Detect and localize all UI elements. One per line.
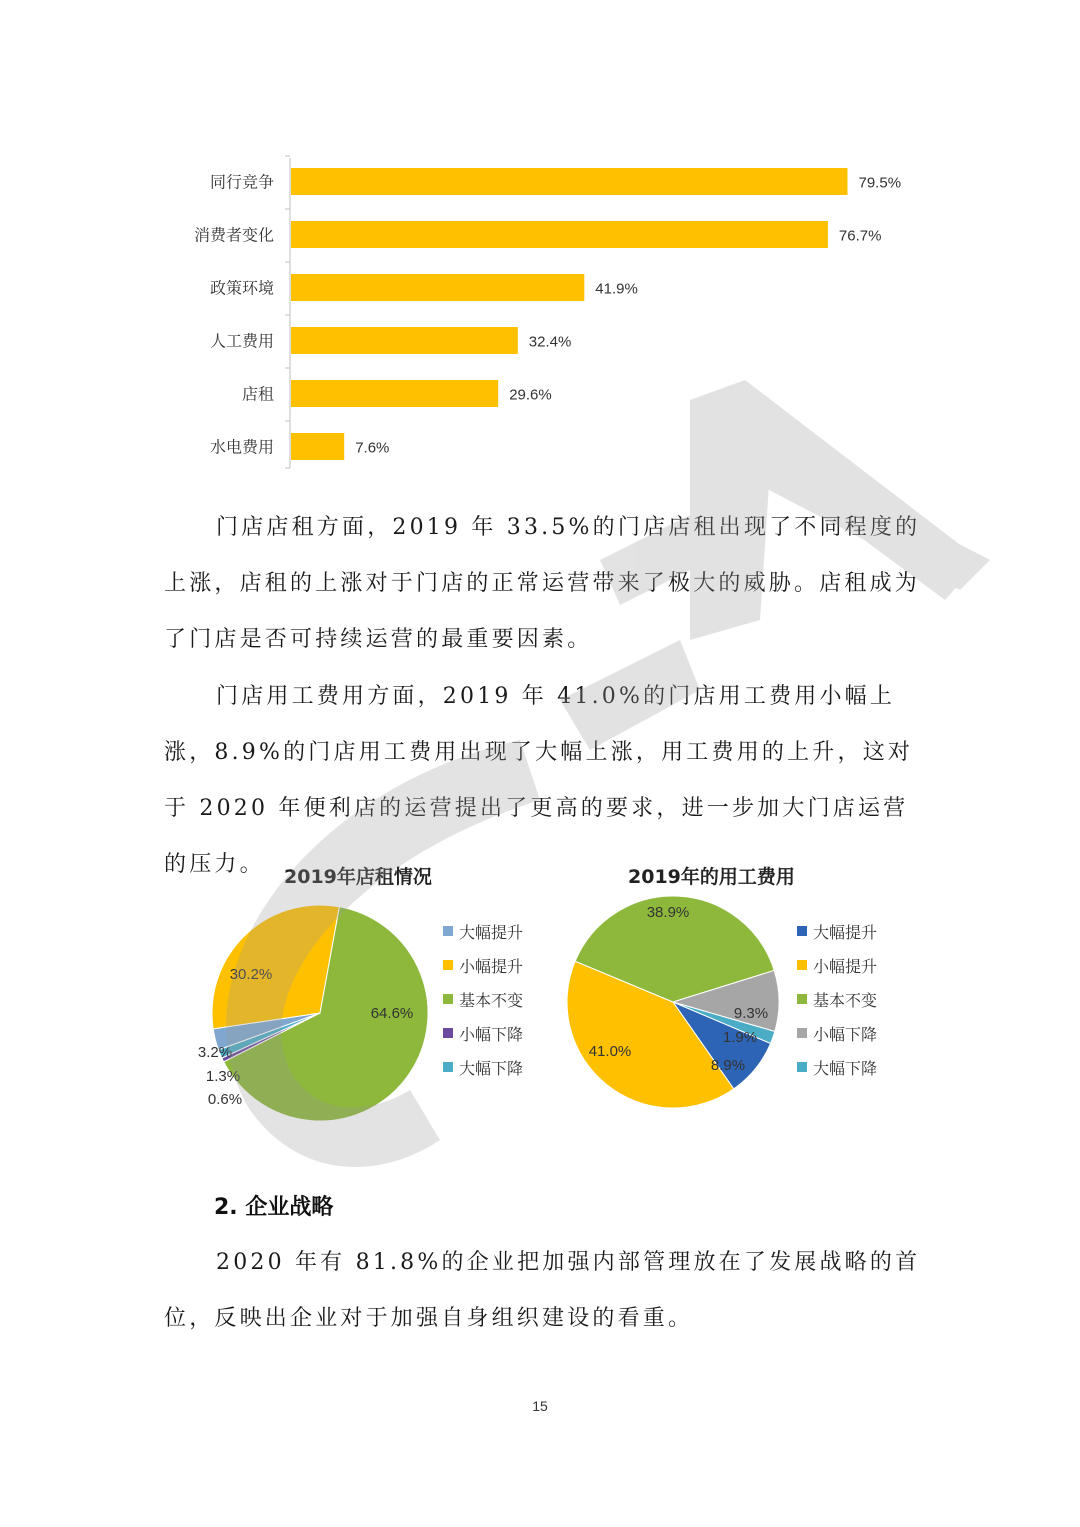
- bar-value-label: 7.6%: [355, 439, 390, 457]
- bar: [291, 274, 584, 301]
- bar-category-label: 消费者变化: [193, 225, 274, 245]
- bar-category-label: 人工费用: [209, 331, 274, 351]
- pie-chart-labor: [540, 880, 810, 1130]
- legend-label: 小幅提升: [459, 956, 524, 976]
- legend-item: [443, 1050, 523, 1084]
- legend-label: 大幅下降: [459, 1058, 524, 1078]
- paragraph-store-rent: 门店店租方面，2019 年 33.5%的门店店租出现了不同程度的上涨，店租的上涨对于门店的正常运营带来了极大的威胁。店租成为了门店是否可持续运营的最重要因素。: [164, 515, 921, 652]
- pie-data-label: 8.9%: [710, 1057, 746, 1074]
- legend-label: 大幅提升: [813, 922, 878, 942]
- bar: [291, 327, 518, 354]
- legend-item: [443, 1016, 523, 1050]
- legend-swatch: [797, 1062, 807, 1072]
- legend-swatch: [443, 960, 453, 970]
- legend-label: 小幅下降: [459, 1024, 524, 1044]
- pie-data-label: 0.6%: [207, 1091, 243, 1108]
- legend-item: [797, 914, 877, 948]
- bar-value-label: 41.9%: [595, 280, 638, 298]
- legend-swatch: [797, 960, 807, 970]
- pie-data-label: 3.2%: [197, 1044, 233, 1061]
- pie-data-label: 1.3%: [205, 1068, 241, 1085]
- page-number: 15: [532, 1398, 548, 1414]
- legend-swatch: [443, 926, 453, 936]
- pie-data-label: 30.2%: [229, 966, 273, 983]
- bar-value-label: 76.7%: [838, 227, 882, 245]
- pie-legend-labor: [797, 914, 877, 1084]
- pie-chart-rent: [185, 885, 455, 1135]
- pie-data-label: 9.3%: [733, 1005, 769, 1022]
- legend-item: [797, 1050, 877, 1084]
- pie-legend-rent: [443, 914, 523, 1084]
- legend-swatch: [797, 994, 807, 1004]
- legend-swatch: [797, 1028, 807, 1038]
- legend-swatch: [443, 994, 453, 1004]
- legend-label: 基本不变: [459, 990, 524, 1010]
- legend-label: 基本不变: [813, 990, 878, 1010]
- bar-category-label: 同行竞争: [209, 172, 274, 192]
- pie-data-label: 38.9%: [646, 904, 690, 921]
- bar: [291, 168, 848, 195]
- legend-item: [443, 948, 523, 982]
- pie-title-rent: 2019年店租情况: [284, 866, 432, 888]
- bar-chart: [160, 150, 960, 480]
- legend-item: [797, 1016, 877, 1050]
- legend-item: [797, 948, 877, 982]
- paragraph-strategy: 2020 年有 81.8%的企业把加强内部管理放在了发展战略的首位，反映出企业对于加强自身组织建设的看重。: [164, 1250, 921, 1331]
- pie-data-label: 41.0%: [588, 1043, 632, 1060]
- bar-category-label: 政策环境: [209, 278, 274, 298]
- bar-category-label: 水电费用: [209, 437, 274, 457]
- section-heading: 2. 企业战略: [214, 1195, 334, 1220]
- legend-item: [797, 982, 877, 1016]
- bar-value-label: 32.4%: [528, 333, 572, 351]
- legend-label: 大幅下降: [813, 1058, 878, 1078]
- bar: [291, 221, 828, 248]
- legend-swatch: [443, 1028, 453, 1038]
- bar-category-label: 店租: [241, 384, 274, 404]
- bar-value-label: 29.6%: [509, 386, 552, 404]
- bar-value-label: 79.5%: [858, 174, 902, 192]
- legend-label: 大幅提升: [459, 922, 524, 942]
- pie-data-label: 64.6%: [370, 1005, 414, 1022]
- legend-label: 小幅下降: [813, 1024, 878, 1044]
- legend-swatch: [443, 1062, 453, 1072]
- pie-title-labor: 2019年的用工费用: [628, 866, 795, 888]
- legend-item: [443, 914, 523, 948]
- legend-item: [443, 982, 523, 1016]
- paragraph-labor-cost: 门店用工费用方面，2019 年 41.0%的门店用工费用小幅上涨，8.9%的门店用工费用出现了大幅上涨，用工费用的上升，这对于 2020 年便利店的运营提出了更高的要求，进一步加大门店运营的压力。: [164, 684, 914, 877]
- legend-label: 小幅提升: [813, 956, 878, 976]
- pie-data-label: 1.9%: [722, 1029, 758, 1046]
- legend-swatch: [797, 926, 807, 936]
- bar: [291, 380, 498, 407]
- bar: [291, 433, 344, 460]
